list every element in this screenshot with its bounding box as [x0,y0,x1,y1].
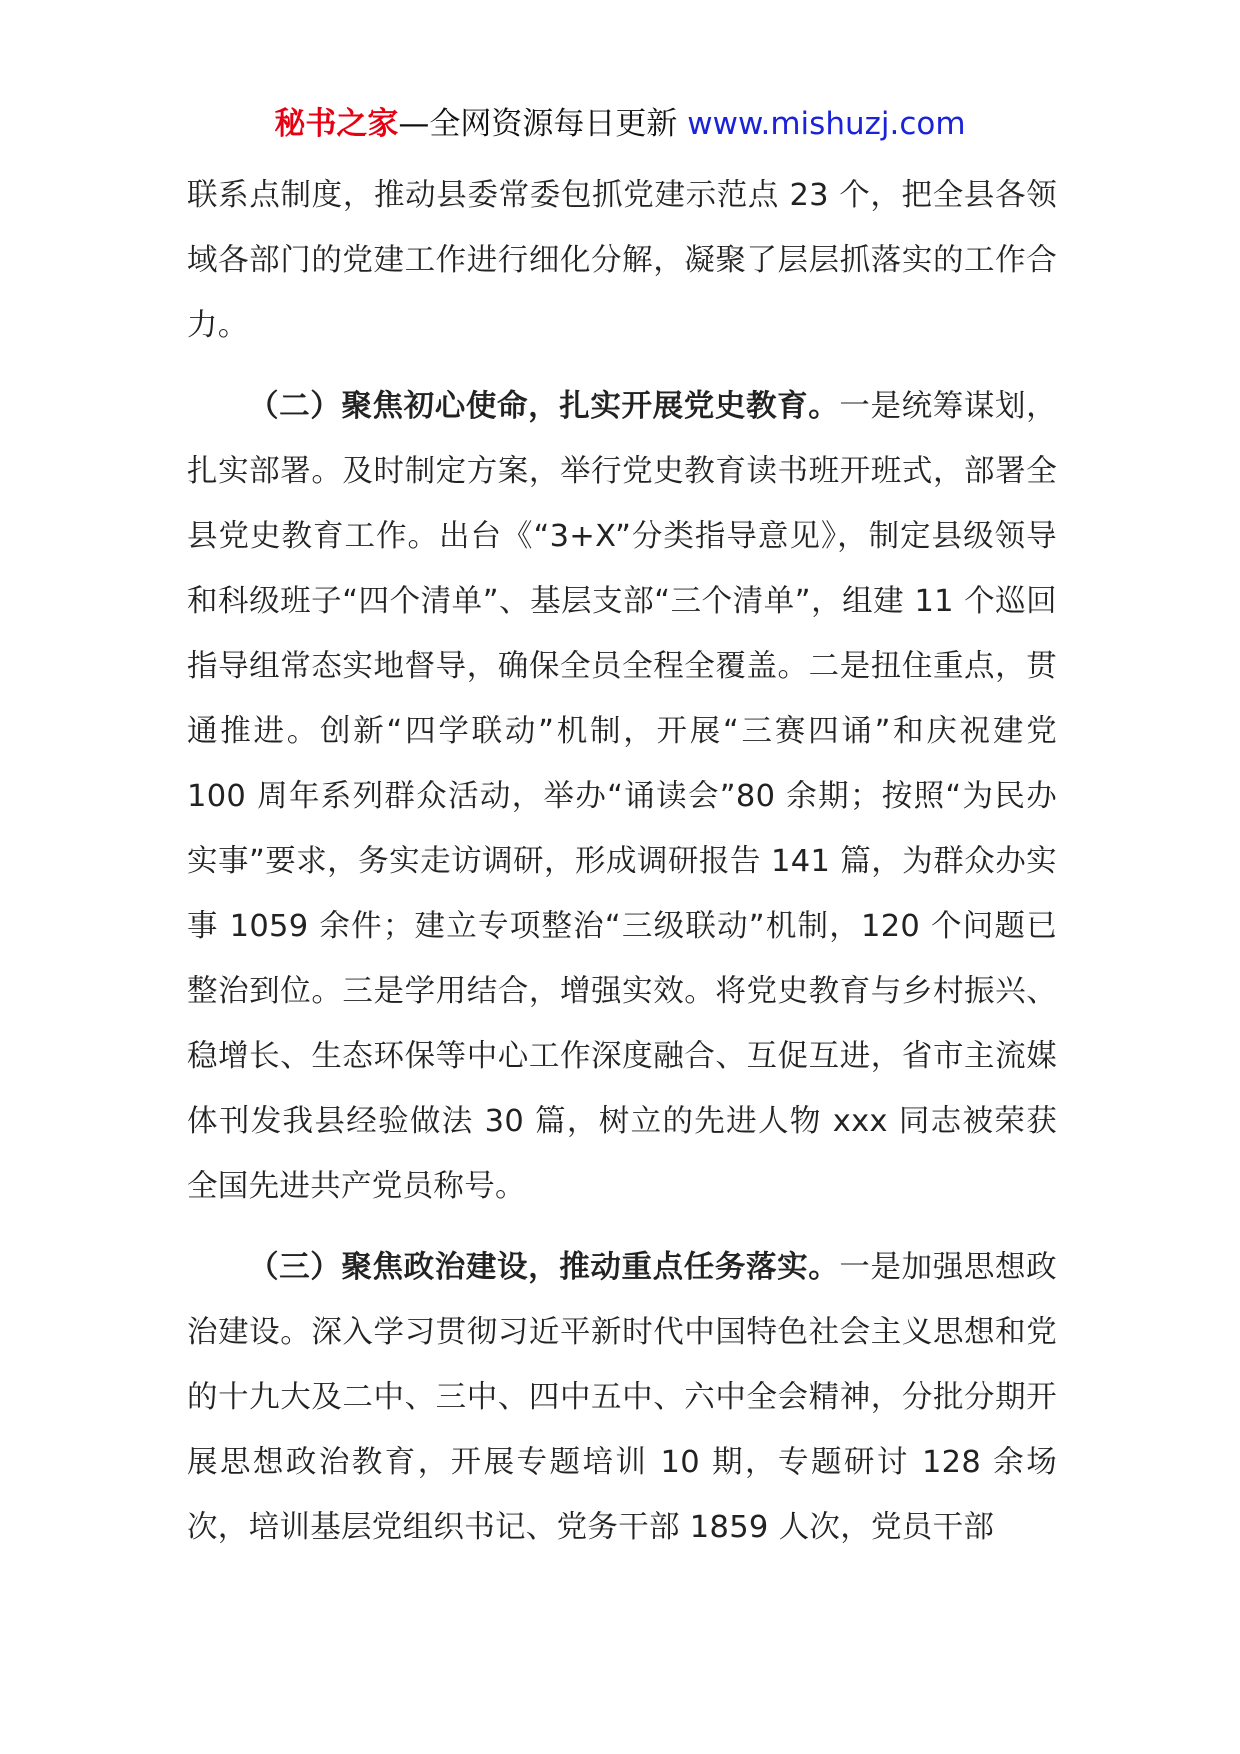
section-heading-3: （三）聚焦政治建设，推动重点任务落实。 [248,1250,840,1285]
brand-name: 秘书之家 [274,106,399,142]
paragraph-text: 一是加强思想政治建设。深入学习贯彻习近平新时代中国特色社会主义思想和党的十九大及二中、三中、四中五中、六中全会精神，分批分期开展思想政治教育，开展专题培训 10 期，专题研讨 128 余场次，培训基层党组织书记、党务干部 1859 人次，党员干部 [187,1250,1057,1545]
document-body [187,163,1057,1560]
paragraph-party-history-education [187,374,1057,1219]
site-header [0,102,1240,146]
site-url-link[interactable]: www.mishuzj.com [687,106,966,142]
header-tagline: —全网资源每日更新 [398,106,688,142]
section-heading-2: （二）聚焦初心使命，扎实开展党史教育。 [248,389,840,424]
paragraph-political-construction [187,1235,1057,1560]
paragraph-continuation: 联系点制度，推动县委常委包抓党建示范点 23 个，把全县各领域各部门的党建工作进行细化分解，凝聚了层层抓落实的工作合力。 [187,178,1057,343]
paragraph-text: 一是统筹谋划，扎实部署。及时制定方案，举行党史教育读书班开班式，部署全县党史教育工作。出台《“3+X”分类指导意见》，制定县级领导和科级班子“四个清单”、基层支部“三个清单”，组建 11 个巡回指导组常态实地督导，确保全员全程全覆盖。二是扭住重点，贯通推进。创新“四学联动”机制，开展“三赛四诵”和庆祝建党 100 周年系列群众活动，举办“诵读会”80 余期；按照“为民办实事”要求，务实走访调研，形成调研报告 141 篇，为群众办实事 1059 余件；建立专项整治“三级联动”机制，120 个问题已整治到位。三是学用结合，增强实效。将党史教育与乡村振兴、稳增长、生态环保等中心工作深度融合、互促互进，省市主流媒体刊发我县经验做法 30 篇，树立的先进人物 xxx 同志被荣获全国先进共产党员称号。 [187,389,1057,1204]
